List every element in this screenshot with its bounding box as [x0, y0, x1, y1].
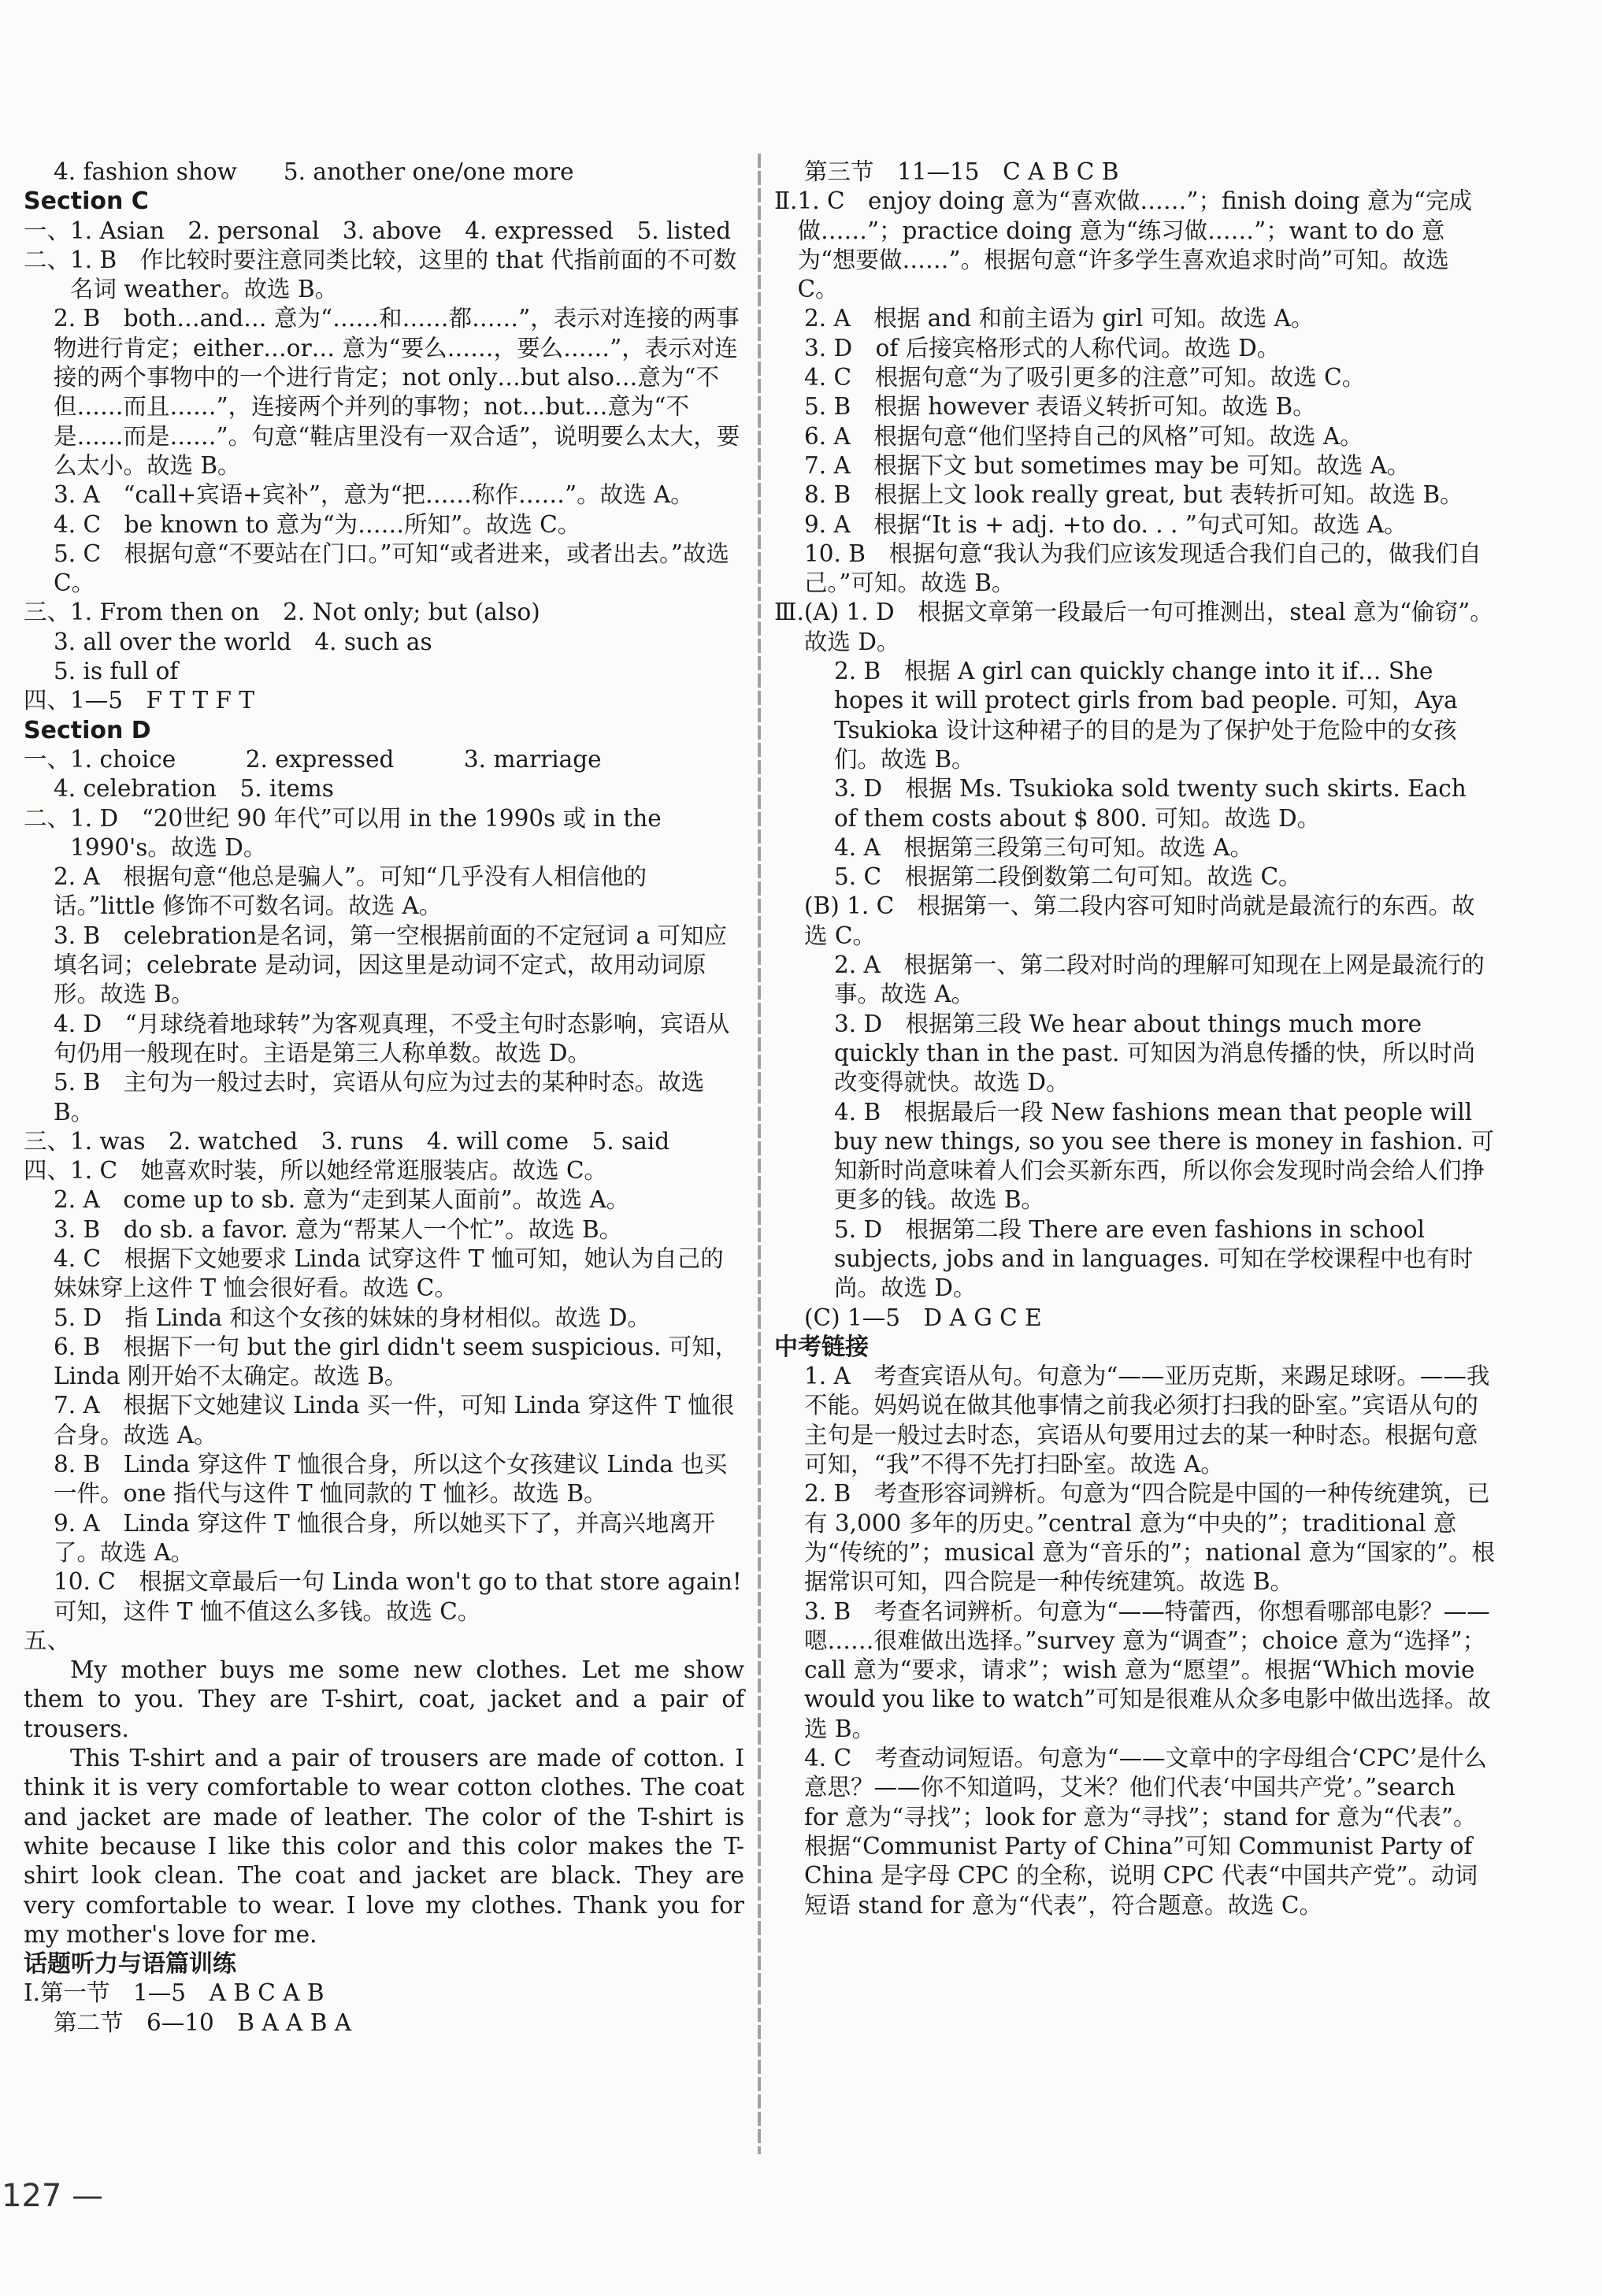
item-text: 2. A come up to sb. 意为“走到某人面前”。故选 A。 [54, 1186, 630, 1214]
answer-line [24, 1626, 744, 1656]
item-text: 5. C 根据句意“不要站在门口。”可知“或者进来，或者出去。”故选 C。 [54, 540, 729, 597]
item-text: 7. A 根据下文她建议 Linda 买一件，可知 Linda 穿这件 T 恤很合身。故选 A。 [54, 1392, 735, 1448]
answer-line [24, 480, 744, 510]
answer-line [774, 1304, 1495, 1333]
item-text: 第一节 1—5 A B C A B [40, 1979, 324, 2007]
answer-line [24, 598, 744, 627]
answer-line [24, 1215, 744, 1244]
answer-line [774, 451, 1495, 480]
item-marker [774, 1744, 804, 1920]
item-text: 9. A Linda 穿这件 T 恤很合身，所以她买下了，并高兴地离开了。故选 A。 [54, 1509, 716, 1566]
section-heading [24, 716, 744, 745]
item-marker [24, 628, 54, 657]
section-title: 话题听力与语篇训练 [24, 1950, 236, 1979]
item-marker: Ⅰ. [24, 1979, 41, 2007]
item-marker [774, 540, 804, 599]
item-text: 4. C 考查动词短语。句意为“——文章中的字母组合‘CPC’是什么意思？——你不知道吗，艾米？他们代表‘中国共产党’。”search for 意为“寻找”；look for 意为“寻找”；stand for 意为“代表”。根据“Communist Party of China”可知 Communist Party of China 是字母 CPC 的全称，说明 CPC 代表“中国共产党”。动词短语 stand for 意为“代表”，符合题意。故选 C。 [804, 1745, 1487, 1919]
section-heading [24, 1949, 744, 1979]
item-text: (B) 1. C 根据第一、第二段内容可知时尚就是最流行的东西。故选 C。 [804, 892, 1475, 949]
answer-line [774, 951, 1495, 1010]
answer-line [24, 1656, 744, 1744]
item-text: 1. B 作比较时要注意同类比较，这里的 that 代指前面的不可数名词 weather。故选 B。 [70, 246, 737, 303]
item-marker [24, 1185, 54, 1215]
item-text [70, 1626, 744, 1656]
item-marker [24, 510, 54, 540]
item-marker [24, 1333, 54, 1392]
answer-line [24, 922, 744, 1010]
item-text: 1. C enjoy doing 意为“喜欢做……”；finish doing 意为“完成做……”；practice doing 意为“练习做……”；want to do 意为“想要做……”。根据句意“许多学生喜欢追求时尚”可知。故选 C。 [797, 187, 1472, 303]
answer-line [774, 892, 1495, 951]
item-text: 5. B 根据 however 表语义转折可知。故选 B。 [804, 393, 1316, 421]
item-text: 1. choice 2. expressed 3. marriage [70, 745, 602, 773]
left-column [24, 158, 744, 2038]
answer-line [24, 1391, 744, 1450]
answer-line [24, 1156, 744, 1185]
item-text: 2. B 考查形容词辨析。句意为“四合院是中国的一种传统建筑，已有 3,000 多年的历史。”central 意为“中央的”；traditional 意为“传统的”；musical 意为“音乐的”；national 意为“国家的”。根据常识可知，四合院是一种传统建筑。故选 B。 [804, 1480, 1495, 1596]
item-marker [24, 922, 54, 1010]
item-marker [774, 451, 804, 480]
item-text: 2. A 根据句意“他总是骗人”。可知“几乎没有人相信他的话。”little 修饰不可数名词。故选 A。 [54, 863, 647, 920]
item-marker [24, 1215, 54, 1244]
item-marker [774, 1304, 804, 1333]
item-text: 5. is full of [54, 658, 179, 685]
item-marker: 一、 [24, 217, 71, 244]
answer-line [774, 158, 1495, 187]
item-marker [774, 392, 804, 421]
answer-line [774, 510, 1495, 540]
item-text: 1. Asian 2. personal 3. above 4. expressed 5. listed [70, 217, 732, 244]
item-text: 4. A 根据第三段第三句可知。故选 A。 [834, 833, 1254, 861]
section-title: Section D [24, 716, 151, 744]
item-marker [774, 304, 804, 333]
item-text: 3. B 考查名词辨析。句意为“——特蕾西，你想看哪部电影？——嗯……很难做出选择。”survey 意为“调查”；choice 意为“选择”；call 意为“要求，请求”；wish 意为“愿望”。根据“Which movie would you like to watch”可知是很难从众多电影中做出选择。故选 B。 [804, 1597, 1491, 1742]
item-marker [774, 480, 804, 510]
answer-line [24, 686, 744, 715]
item-marker [774, 657, 834, 774]
answer-line [774, 1479, 1495, 1597]
item-marker: 三、 [24, 1127, 71, 1155]
item-marker [774, 862, 834, 892]
item-text: 2. A 根据第一、第二段对时尚的理解可知现在上网是最流行的事。故选 A。 [834, 951, 1485, 1008]
item-text: 2. B both…and… 意为“……和……都……”，表示对连接的两事物进行肯定；either…or… 意为“要么……，要么……”，表示对连接的两个事物中的一个进行肯定；not only…but also…意为“不但……而且……”，连接两个并列的事物；not…but…意为“不是……而是……”。句意“鞋店里没有一双合适”，说明要么太大，要么太小。故选 B。 [54, 305, 740, 479]
item-text: 2. A 根据 and 和前主语为 girl 可知。故选 A。 [804, 305, 1315, 332]
item-marker [774, 1362, 804, 1479]
answer-line [24, 774, 744, 803]
item-marker [24, 1509, 54, 1568]
item-text: 3. D of 后接宾格形式的人称代词。故选 D。 [804, 334, 1281, 362]
item-marker [774, 1597, 804, 1744]
answer-line [24, 1244, 744, 1304]
answer-line [24, 745, 744, 774]
answer-line [774, 363, 1495, 392]
answer-line [24, 304, 744, 480]
item-text: 5. C 根据第二段倒数第二句可知。故选 C。 [834, 863, 1302, 891]
item-text: 3. B celebration是名词，第一空根据前面的不定冠词 a 可知应填名词；celebrate 是动词，因这里是动词不定式，故用动词原形。故选 B。 [54, 922, 728, 1008]
item-text: This T-shirt and a pair of trousers are made of cotton. I think it is very comfortable to wear cotton clothes. The coat and jacket are made of leather. The color of the T-shirt is white because I like this color and this color makes the T-shirt look clean. The coat and jacket are black. They are very comfortable to wear. I love my clothes. Thank you for my mother's love for me. [24, 1745, 744, 1948]
answer-line [774, 1098, 1495, 1215]
item-marker [774, 951, 834, 1010]
item-marker [24, 158, 54, 187]
item-marker [24, 304, 54, 480]
item-marker [24, 1068, 54, 1127]
page-number: 127 — [2, 2178, 104, 2214]
answer-line [774, 422, 1495, 451]
item-marker: 四、 [24, 687, 71, 714]
item-marker [24, 540, 54, 599]
answer-line [24, 540, 744, 599]
item-text: 10. B 根据句意“我认为我们应该发现适合我们自己的，做我们自己。”可知。故选 B。 [804, 540, 1482, 597]
item-text: 1. D “20世纪 90 年代”可以用 in the 1990s 或 in the 1990's。故选 D。 [70, 804, 662, 861]
item-text: 8. B Linda 穿这件 T 恤很合身，所以这个女孩建议 Linda 也买一件。one 指代与这件 T 恤同款的 T 恤衫。故选 B。 [54, 1451, 728, 1508]
item-marker [774, 1479, 804, 1597]
answer-line [24, 862, 744, 922]
column-divider [758, 154, 761, 2154]
item-marker [24, 1010, 54, 1069]
answer-line [24, 246, 744, 305]
answer-line [774, 1744, 1495, 1920]
item-text: 4. fashion show 5. another one/one more [54, 158, 574, 185]
answer-line [24, 1304, 744, 1333]
item-text: 4. C 根据句意“为了吸引更多的注意”可知。故选 C。 [804, 364, 1366, 391]
answer-line [24, 1127, 744, 1156]
item-marker [24, 480, 54, 510]
item-marker: 三、 [24, 599, 71, 626]
item-text: 6. A 根据句意“他们坚持自己的风格”可知。故选 A。 [804, 422, 1363, 450]
answer-line [24, 628, 744, 657]
item-marker [24, 1567, 54, 1626]
answer-line [24, 1010, 744, 1069]
answer-line [24, 1979, 744, 2008]
item-text: 2. B 根据 A girl can quickly change into it if… She hopes it will protect girls from bad people. 可知，Aya Tsukioka 设计这种裙子的目的是为了保护处于危险中的女孩们。故选 B。 [834, 658, 1458, 773]
section-title: 中考链接 [774, 1333, 869, 1361]
item-text: 第三节 11—15 C A B C B [804, 158, 1119, 185]
item-marker [774, 833, 834, 862]
section-heading [774, 1333, 1495, 1362]
item-text: 3. D 根据第三段 We hear about things much more quickly than in the past. 可知因为消息传播的快，所以时尚改变得就快。故选 D。 [834, 1010, 1476, 1096]
item-text: My mother buys me some new clothes. Let me show them to you. They are T-shirt, coat, jacket and a pair of trousers. [24, 1656, 744, 1742]
answer-line [24, 217, 744, 246]
answer-line [24, 657, 744, 686]
item-text: 1. A 考查宾语从句。句意为“——亚历克斯，来踢足球呀。——我不能。妈妈说在做其他事情之前我必须打扫我的卧室。”宾语从句的主句是一般过去时态，宾语从句要用过去的某一种时态。根据句意可知，“我”不得不先打扫卧室。故选 A。 [804, 1363, 1490, 1478]
item-marker [774, 774, 834, 833]
item-marker [774, 334, 804, 363]
answer-line [24, 1509, 744, 1568]
item-marker: Ⅲ. [774, 599, 804, 626]
answer-line [774, 598, 1495, 657]
answer-line [24, 1333, 744, 1392]
item-marker [24, 774, 54, 803]
item-text: 3. D 根据 Ms. Tsukioka sold twenty such skirts. Each of them costs about $ 800. 可知。故选 D。 [834, 775, 1467, 832]
section-title: Section C [24, 187, 149, 216]
item-text: 6. B 根据下一句 but the girl didn't seem suspicious. 可知，Linda 刚开始不太确定。故选 B。 [54, 1333, 739, 1390]
answer-line [774, 392, 1495, 421]
item-marker [24, 1391, 54, 1450]
item-marker [774, 510, 804, 540]
item-text: 1. C 她喜欢时装，所以她经常逛服装店。故选 C。 [70, 1157, 608, 1185]
item-marker [774, 158, 804, 187]
item-text: 4. D “月球绕着地球转”为客观真理，不受主句时态影响，宾语从句仍用一般现在时。主语是第三人称单数。故选 D。 [54, 1010, 730, 1066]
answer-line [24, 1068, 744, 1127]
answer-line [774, 862, 1495, 892]
answer-line [774, 304, 1495, 333]
answer-line [774, 334, 1495, 363]
item-text: 8. B 根据上文 look really great, but 表转折可知。故选 B。 [804, 481, 1463, 509]
answer-line [24, 1450, 744, 1509]
item-text: 5. D 根据第二段 There are even fashions in school subjects, jobs and in languages. 可知在学校课程中也有时尚。故选 D。 [834, 1215, 1474, 1302]
item-text: 3. B do sb. a favor. 意为“帮某人一个忙”。故选 B。 [54, 1215, 623, 1243]
answer-line [24, 1567, 744, 1626]
answer-line [774, 540, 1495, 599]
answer-line [774, 774, 1495, 833]
right-column [774, 158, 1495, 1920]
item-text: 4. B 根据最后一段 New fashions mean that people will buy new things, so you see there is money in fashion. 可知新时尚意味着人们会买新东西，所以你会发现时尚会给人们挣更多的钱。故选 B。 [834, 1098, 1494, 1214]
item-marker [774, 1010, 834, 1098]
item-text: 4. C 根据下文她要求 Linda 试穿这件 T 恤可知，她认为自己的妹妹穿上这件 T 恤会很好看。故选 C。 [54, 1244, 724, 1302]
item-marker [24, 2009, 54, 2038]
item-text: 9. A 根据“It is + adj. +to do. . . ”句式可知。故选 A。 [804, 510, 1407, 538]
answer-line [24, 1185, 744, 1215]
item-text: 1—5 F T T F T [70, 687, 255, 714]
answer-line [774, 1597, 1495, 1744]
item-text: 3. A “call+宾语+宾补”，意为“把……称作……”。故选 A。 [54, 481, 694, 509]
item-text: 4. celebration 5. items [54, 775, 334, 803]
item-text: (C) 1—5 D A G C E [804, 1304, 1042, 1331]
item-marker: 二、 [24, 246, 71, 273]
answer-line [24, 2009, 744, 2038]
item-text: 第二节 6—10 B A A B A [54, 2009, 352, 2036]
item-marker: Ⅱ. [774, 187, 798, 215]
item-text: 10. C 根据文章最后一句 Linda won't go to that store again! 可知，这件 T 恤不值这么多钱。故选 C。 [54, 1568, 742, 1625]
item-marker [24, 1244, 54, 1304]
item-text: 3. all over the world 4. such as [54, 628, 432, 655]
answer-line [774, 1010, 1495, 1098]
item-text: 1. was 2. watched 3. runs 4. will come 5. said [70, 1127, 670, 1155]
answer-line [774, 480, 1495, 510]
item-marker [24, 657, 54, 686]
section-heading [24, 187, 744, 216]
answer-line [774, 657, 1495, 774]
item-marker: 二、 [24, 804, 71, 832]
item-marker: 五、 [24, 1626, 71, 1654]
answer-line [774, 1362, 1495, 1479]
answer-line [774, 187, 1495, 304]
item-marker: 四、 [24, 1157, 71, 1185]
item-marker [24, 862, 54, 922]
item-marker [774, 892, 804, 951]
answer-line [774, 833, 1495, 862]
item-marker: 一、 [24, 745, 71, 773]
item-marker [774, 422, 804, 451]
item-marker [774, 1215, 834, 1304]
item-text: 1. From then on 2. Not only; but (also) [70, 599, 540, 626]
answer-line [24, 510, 744, 540]
answer-line [24, 158, 744, 187]
answer-line [24, 1744, 744, 1949]
answer-line [24, 804, 744, 863]
item-marker [774, 1098, 834, 1215]
item-marker [24, 1304, 54, 1333]
item-text: 5. D 指 Linda 和这个女孩的妹妹的身材相似。故选 D。 [54, 1304, 651, 1331]
item-text: 5. B 主句为一般过去时，宾语从句应为过去的某种时态。故选 B。 [54, 1069, 705, 1126]
item-text: (A) 1. D 根据文章第一段最后一句可推测出，steal 意为“偷窃”。故选 D。 [803, 599, 1493, 655]
item-marker [24, 1450, 54, 1509]
answer-line [774, 1215, 1495, 1304]
item-text: 4. C be known to 意为“为……所知”。故选 C。 [54, 510, 581, 538]
item-text: 7. A 根据下文 but sometimes may be 可知。故选 A。 [804, 451, 1411, 479]
item-marker [774, 363, 804, 392]
